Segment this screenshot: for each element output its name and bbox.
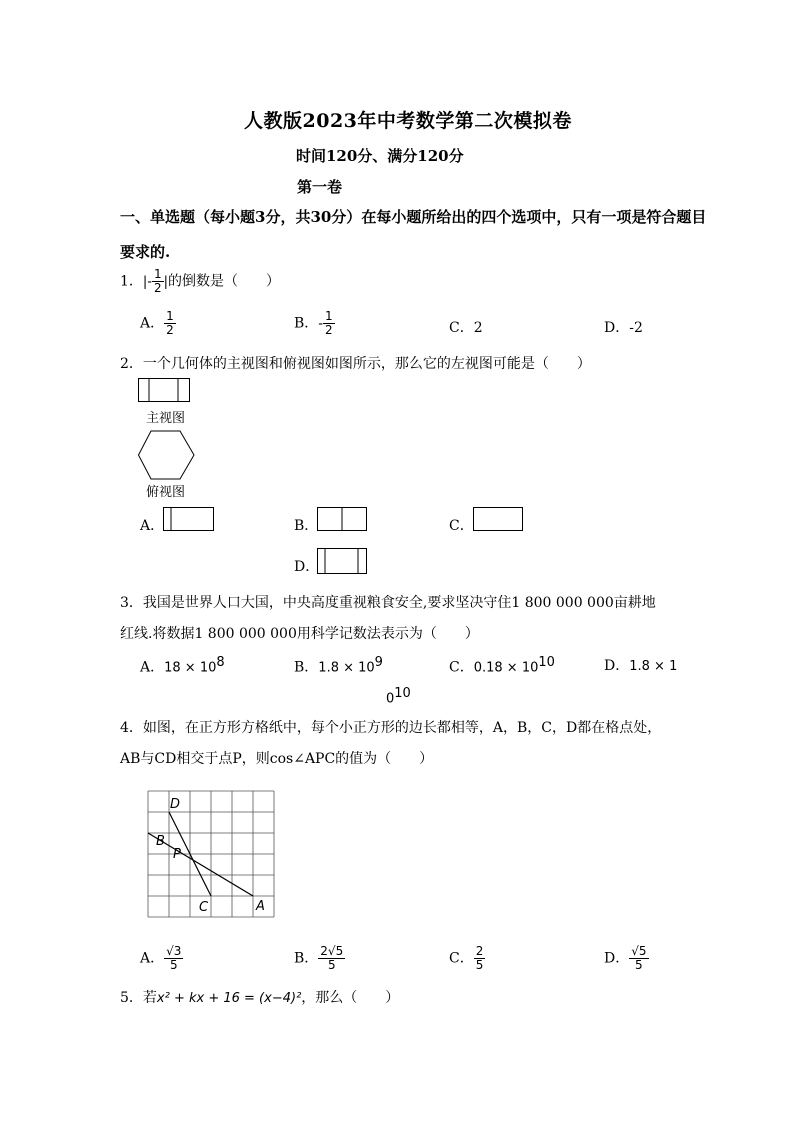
exam-title: 人教版2023年中考数学第二次模拟卷: [244, 110, 572, 132]
point-b-label: B: [156, 834, 165, 849]
question-5: 5．若x² + kx + 16 = (x−4)²，那么（ ）: [120, 990, 400, 1006]
q1-option-a[interactable]: A． $\frac{1}{2}$: [140, 309, 174, 337]
top-view-hexagon: [138, 430, 196, 482]
section-heading-line2: 要求的.: [120, 243, 171, 261]
front-view-label: 主视图: [146, 411, 186, 426]
q1-option-b[interactable]: B．- $\frac{1}{2}$: [294, 309, 333, 337]
option-label: D．: [604, 320, 630, 336]
option-label: B．: [294, 659, 319, 676]
top-view-label: 俯视图: [146, 485, 186, 500]
question-3-line1: 3．我国是世界人口大国，中央高度重视粮食安全,要求坚决守住1 800 000 000亩耕地: [120, 595, 656, 611]
q3-option-d[interactable]: D．1.8 × 1: [604, 658, 678, 674]
option-label: A．: [140, 659, 165, 676]
q2-option-d-label[interactable]: D．: [294, 559, 320, 575]
q2-option-a-figure[interactable]: [163, 507, 215, 533]
q1-option-d[interactable]: D．-2: [604, 320, 643, 336]
option-label: B．: [294, 950, 319, 967]
q3-option-a[interactable]: A．$18 \times 10^8$: [140, 655, 225, 676]
q2-option-a-label[interactable]: A．: [140, 518, 165, 534]
section-heading-line1: 一、单选题（每小题3分，共30分）在每小题所给出的四个选项中，只有一项是符合题目: [120, 208, 707, 226]
option-label: C．: [449, 659, 474, 676]
q4-option-b[interactable]: B． $\frac{2√5}{5}$: [294, 944, 344, 972]
option-label: A．: [140, 950, 165, 967]
equation: x² + kx + 16 = (x−4)²: [156, 991, 302, 1006]
point-c-label: C: [199, 900, 209, 915]
abs-open: |-: [142, 274, 152, 290]
point-d-label: D: [170, 797, 181, 812]
abs-close: |: [163, 274, 169, 290]
point-a-label: A: [256, 899, 265, 914]
front-view-figure: [138, 378, 194, 404]
q2-option-b-figure[interactable]: [317, 507, 369, 533]
option-label: B．: [294, 315, 319, 332]
option-label: D．: [604, 658, 630, 674]
volume-label: 第一卷: [297, 178, 343, 196]
time-info: 时间120分、满分120分: [296, 147, 464, 165]
option-label: A．: [140, 315, 165, 332]
q2-option-c-figure[interactable]: [473, 507, 525, 533]
q4-option-a[interactable]: A． $\frac{√3}{5}$: [140, 944, 182, 972]
q3-option-c[interactable]: C．$0.18 \times 10^{10}$: [449, 655, 555, 676]
point-p-label: P: [173, 847, 181, 862]
question-2: 2．一个几何体的主视图和俯视图如图所示，那么它的左视图可能是（ ）: [120, 356, 591, 372]
q3-option-d-wrap: $0^{10}$: [386, 686, 411, 707]
q2-option-b-label[interactable]: B．: [294, 518, 319, 534]
question-text: 的倒数是（ ）: [168, 273, 281, 290]
q4-option-c[interactable]: C． $\frac{2}{5}$: [449, 944, 484, 972]
option-label: C．: [449, 950, 474, 967]
q3-option-b[interactable]: B．$1.8 \times 10^9$: [294, 655, 383, 676]
q1-option-c[interactable]: C．2: [449, 320, 483, 336]
question-4-line2: AB与CD相交于点P，则cos∠APC的值为（ ）: [120, 751, 434, 767]
option-label: D．: [604, 950, 630, 967]
question-1: [120, 268, 280, 295]
fraction: $\frac{1}{2}$: [154, 267, 162, 295]
option-label: C．: [449, 320, 474, 336]
question-4-line1: 4．如图，在正方形方格纸中，每个小正方形的边长都相等，A，B，C，D都在格点处，: [120, 720, 662, 736]
q2-option-d-figure[interactable]: [317, 548, 369, 576]
q2-option-c-label[interactable]: C．: [449, 518, 474, 534]
question-number: 1．: [120, 273, 143, 290]
q4-option-d[interactable]: D． $\frac{√5}{5}$: [604, 944, 647, 972]
question-3-line2: 红线.将数据1 800 000 000用科学记数法表示为（ ）: [120, 626, 479, 642]
